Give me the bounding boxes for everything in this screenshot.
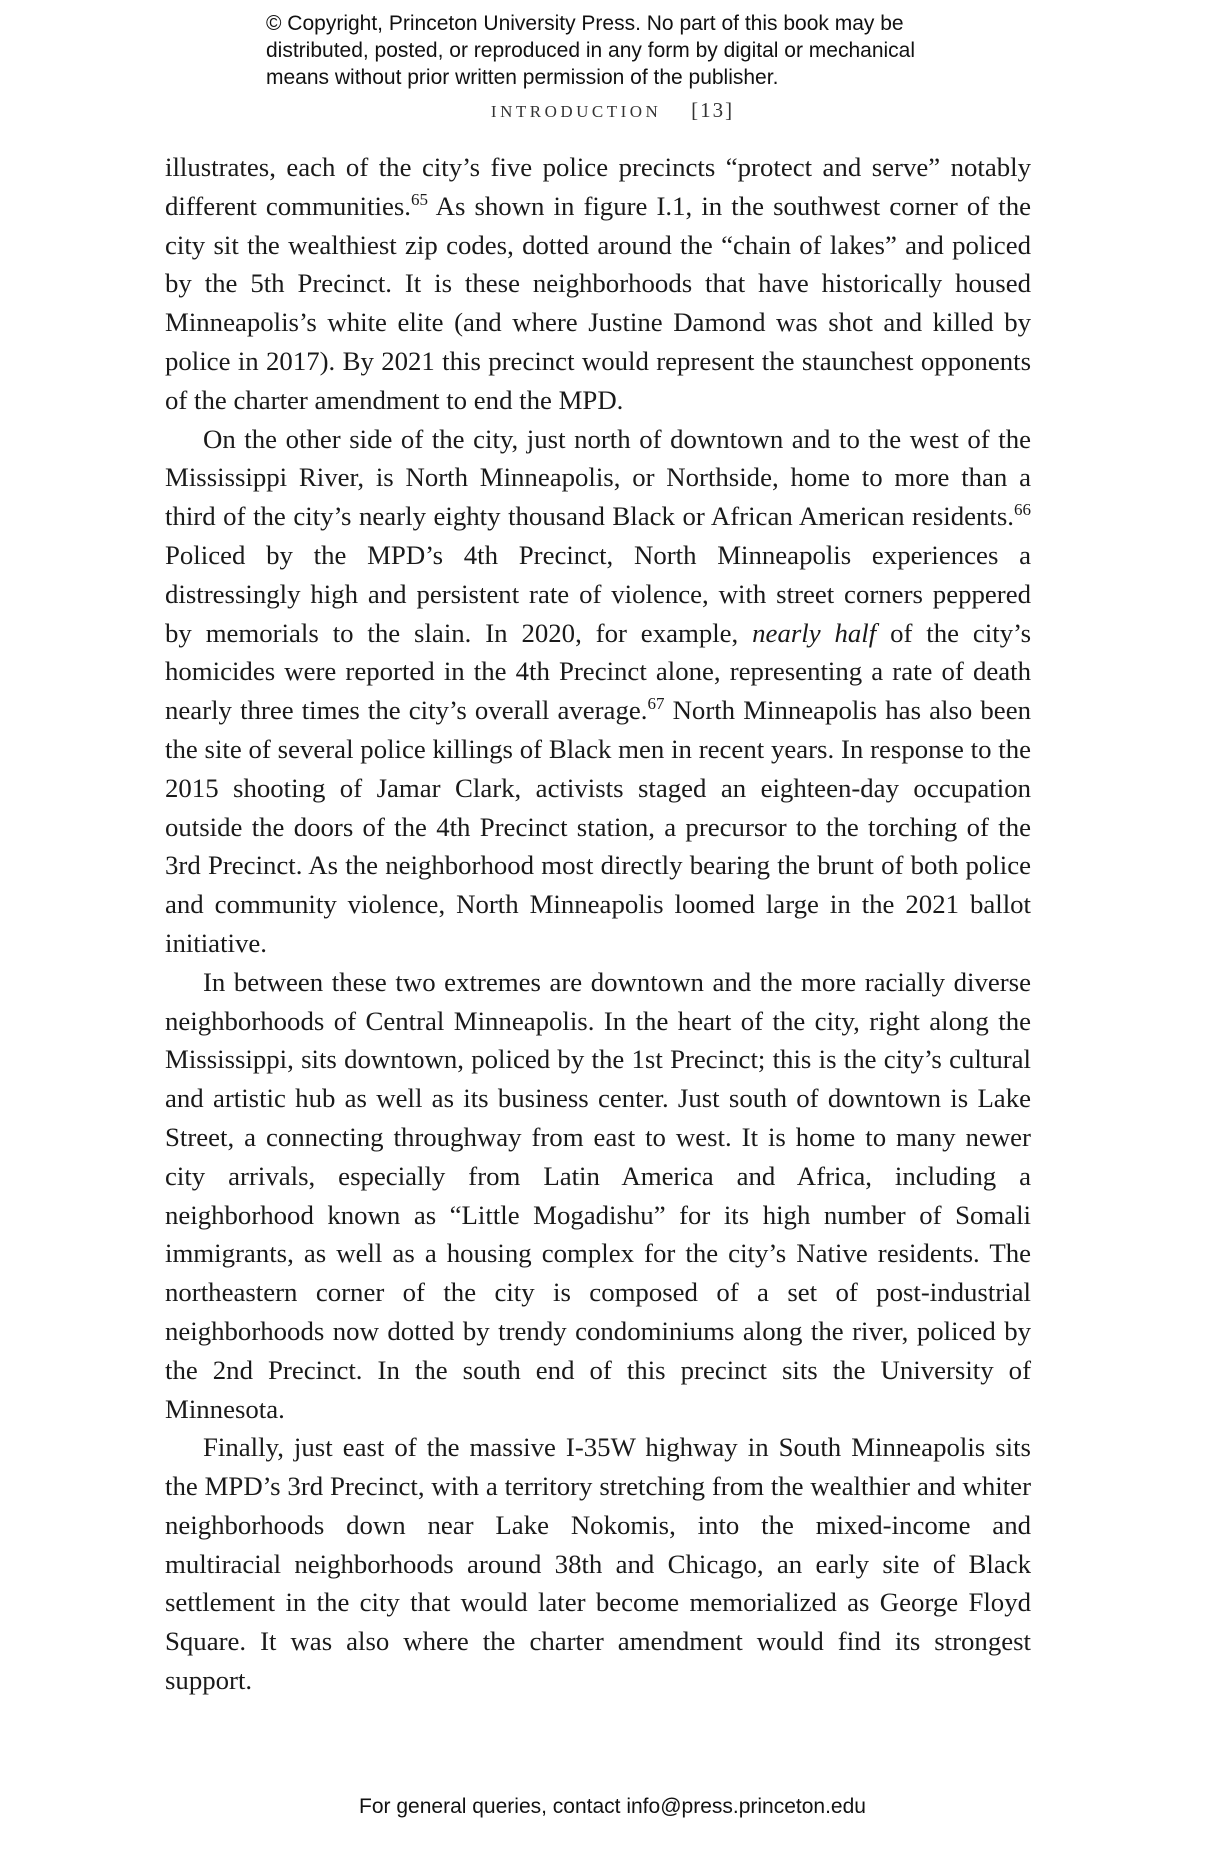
paragraph-2 xyxy=(165,420,1031,963)
paragraph-2-emphasis: nearly half xyxy=(752,617,877,648)
footer-contact: For general queries, contact info@press.princeton.edu xyxy=(359,1795,866,1818)
paragraph-1-text-a: illustrates, each of the city’s five police precincts “protect and serve” notably different communities. xyxy=(165,152,1031,221)
body-text xyxy=(165,148,1031,1700)
running-head-section: INTRODUCTION xyxy=(490,102,662,121)
copyright-line-2: distributed, posted, or reproduced in any form by digital or mechanical xyxy=(266,39,916,62)
paragraph-4: Finally, just east of the massive I-35W highway in South Minneapolis sits the MPD’s 3rd Precinct, with a territory stretching from the wealthier and whiter neighborhoods down near Lake Nokomis, into the mixed-income and multiracial neighborhoods around 38th and Chicago, an early site of Black settlement in the city that would later become memorialized as George Floyd Square. It was also where the charter amendment would find its strongest support. xyxy=(165,1432,1031,1696)
paragraph-2-text-a: On the other side of the city, just north of downtown and to the west of the Mississippi River, is North Minneapolis, or Northside, home to more than a third of the city’s nearly eighty thousand Black or African American residents. xyxy=(165,423,1031,532)
copyright-line-1: © Copyright, Princeton University Press. No part of this book may be xyxy=(266,12,904,35)
paragraph-2-text-b: Policed by the MPD’s 4th Precinct, North Minneapolis experiences a distressingly high and persistent rate of violence, with street corners peppered by memorials to the slain. In 2020, for example, xyxy=(165,539,1031,648)
paragraph-2-text-c: of the city’s homicides were reported in the 4th Precinct alone, representing a rate of death nearly three times the city’s overall average. xyxy=(165,617,1031,726)
paragraph-2-text-d: North Minneapolis has also been the site of several police killings of Black men in recent years. In response to the 2015 shooting of Jamar Clark, activists staged an eighteen-day occupation outside the doors of the 4th Precinct station, a precursor to the torching of the 3rd Precinct. As the neighborhood most directly bearing the brunt of both police and community violence, North Minneapolis loomed large in the 2021 ballot initiative. xyxy=(165,695,1031,958)
footnote-ref-65: 65 xyxy=(410,189,428,209)
paragraph-1 xyxy=(165,148,1031,420)
copyright-notice xyxy=(266,10,1026,91)
copyright-line-3: means without prior written permission of the publisher. xyxy=(266,66,779,89)
page-number: [13] xyxy=(691,98,735,122)
paragraph-1-text-b: As shown in figure I.1, in the southwest corner of the city sit the wealthiest zip codes, dotted around the “chain of lakes” and policed by the 5th Precinct. It is these neighborhoods that have historically housed Minneapolis’s white elite (and where Justine Damond was shot and killed by police in 2017). By 2021 this precinct would represent the staunchest opponents of the charter amendment to end the MPD. xyxy=(165,190,1031,415)
footnote-ref-66: 66 xyxy=(1014,500,1031,520)
footnote-ref-67: 67 xyxy=(647,694,665,714)
running-head xyxy=(0,98,1225,123)
paragraph-3: In between these two extremes are downtown and the more racially diverse neighborhoods of Central Minneapolis. In the heart of the city, right along the Mississippi, sits downtown, policed by the 1st Precinct; this is the city’s cultural and artistic hub as well as its business center. Just south of downtown is Lake Street, a connecting throughway from east to west. It is home to many newer city arrivals, especially from Latin America and Africa, including a neighborhood known as “Little Mogadishu” for its high number of Somali immigrants, as well as a housing complex for the city’s Native residents. The northeastern corner of the city is composed of a set of post-industrial neighborhoods now dotted by trendy condominiums along the river, policed by the 2nd Precinct. In the south end of this precinct sits the University of Minnesota. xyxy=(165,966,1031,1424)
